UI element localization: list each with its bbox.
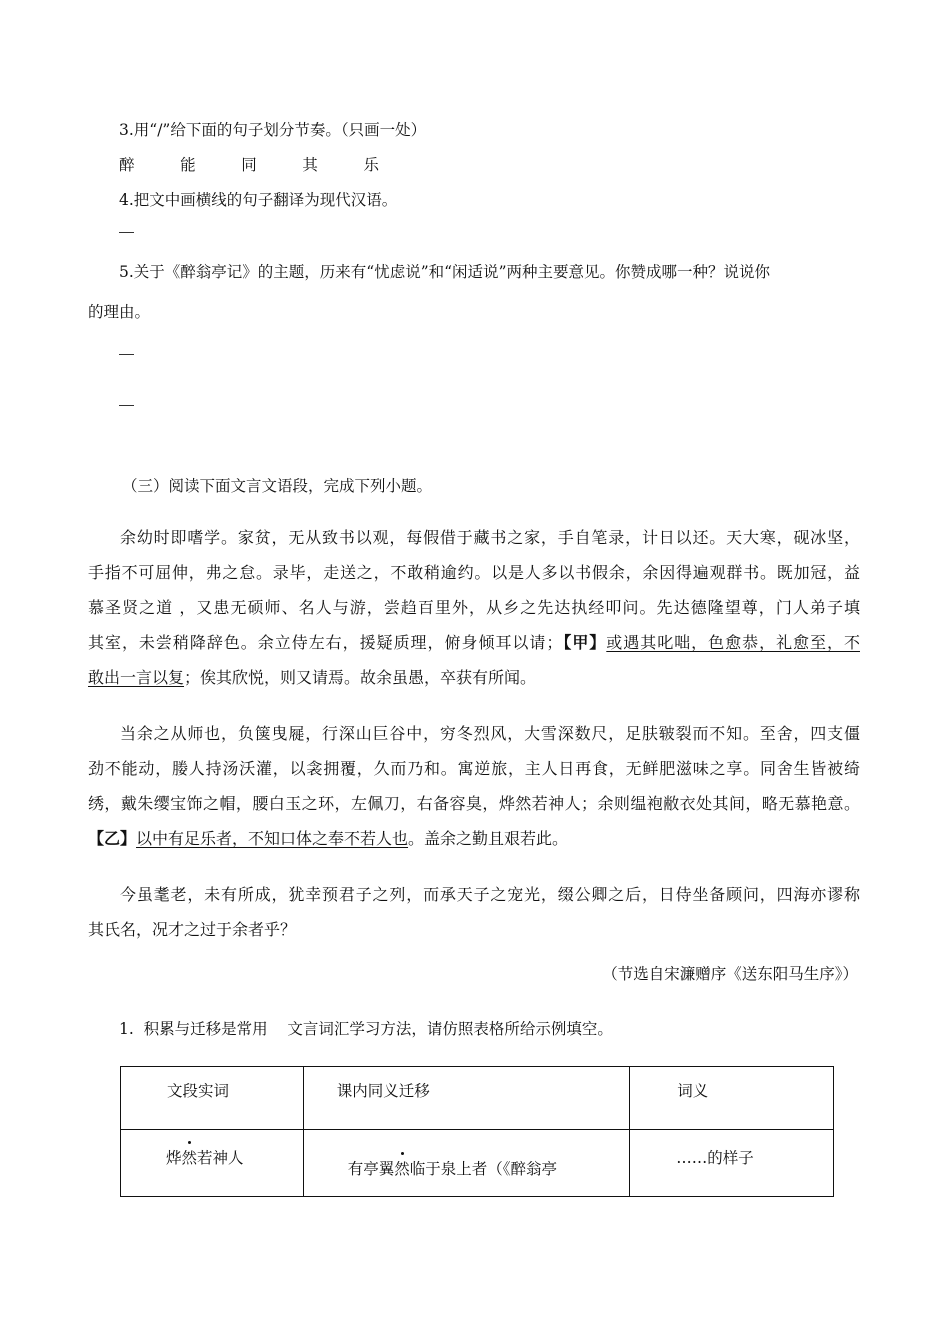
question-5-line2: 的理由。: [88, 303, 151, 321]
answer-line: [119, 405, 134, 406]
word-text: 若神人: [197, 1149, 244, 1167]
passage-line: [88, 821, 860, 856]
vocabulary-table: [120, 1066, 834, 1197]
section-3-title: （三）阅读下面文言文语段，完成下列小题。: [122, 477, 433, 495]
passage-line: 手指不可屈伸，弗之怠。录毕，走送之，不敢稍逾约。以是人多以书假余，余因得遍观群书。既加冠，益: [88, 563, 860, 582]
passage-line: 余幼时即嗜学。家贫，无从致书以观，每假借于藏书之家，手自笔录，计日以还。天大寒，砚冰坚，: [120, 528, 860, 547]
underlined-sentence-jia-end: 敢出一言以复: [88, 668, 185, 687]
passage-line: 慕圣贤之道 ，又患无硕师、名人与游，尝趋百里外，从乡之先达执经叩问。先达德隆望尊，门人弟子填: [88, 598, 860, 617]
passage-paragraph-3: [88, 877, 860, 947]
answer-line: [119, 232, 134, 233]
passage-line: [88, 660, 860, 695]
passage-text: 其室，未尝稍降辞色。余立侍左右，援疑质理，俯身倾耳以请；: [88, 633, 563, 652]
transfer-text: 有亭翼: [347, 1160, 395, 1178]
transfer-cell: [303, 1130, 630, 1197]
passage-line: 劲不能动，媵人持汤沃灌，以衾拥覆，久而乃和。寓逆旅，主人日再食，无鲜肥滋味之享。同舍生皆被绮: [88, 759, 860, 778]
passage-line: 当余之从师也，负箧曳屣，行深山巨谷中，穷冬烈风，大雪深数尺，足肤皲裂而不知。至舍，四支僵: [120, 724, 860, 743]
word-text: 烨: [166, 1149, 182, 1167]
rhythm-char: 其: [302, 156, 318, 174]
passage-line: 绣，戴朱缨宝饰之帽，腰白玉之环，左佩刀，右备容臭，烨然若神人；余则缊袍敝衣处其间，略无慕艳意。: [88, 794, 860, 813]
source-citation: （节选自宋濂赠序《送东阳马生序》）: [602, 965, 858, 983]
passage-paragraph-2: [88, 716, 860, 856]
emphasis-dot-char: 然: [394, 1157, 410, 1179]
passage-line: 其氏名，况才之过于余者乎？: [88, 920, 297, 939]
passage-line: 今虽耄老，未有所成，犹幸预君子之列，而承天子之宠光，缀公卿之后，日侍坐备顾问，四海亦谬称: [120, 885, 860, 904]
marker-yi: 【乙】: [88, 829, 137, 848]
passage-paragraph-1: [88, 520, 860, 695]
table-header-row: [121, 1067, 834, 1130]
header-cell: 课内同义迁移: [303, 1067, 630, 1130]
emphasis-dot-char: 然: [182, 1146, 198, 1168]
passage-line: [88, 625, 860, 660]
rhythm-char: 同: [241, 156, 257, 174]
rhythm-char: 能: [180, 156, 196, 174]
question-4: 4.把文中画横线的句子翻译为现代汉语。: [119, 191, 398, 209]
rhythm-char: 醉: [119, 156, 135, 174]
meaning-cell: ……的样子: [630, 1130, 834, 1197]
question-5-line1: 5.关于《醉翁亭记》的主题，历来有“忧虑说”和“闲适说”两种主要意见。你赞成哪一种？说说你: [119, 263, 770, 281]
underlined-sentence-jia: 或遇其叱咄，色愈恭，礼愈至，不: [606, 633, 860, 652]
underlined-sentence-yi: 以中有足乐者，不知口体之奉不若人也: [136, 829, 409, 848]
marker-jia: 【甲】: [562, 633, 607, 652]
header-cell: 文段实词: [121, 1067, 304, 1130]
question-1: 1. 积累与迁移是常用 文言词汇学习方法，请仿照表格所给示例填空。: [119, 1020, 613, 1038]
transfer-text: 临于泉上者（《醉翁亭: [409, 1160, 558, 1178]
passage-text: ；俟其欣悦，则又请焉。故余虽愚，卒获有所闻。: [184, 668, 537, 687]
header-cell: 词义: [630, 1067, 834, 1130]
answer-line: [119, 354, 134, 355]
rhythm-char: 乐: [363, 156, 379, 174]
word-cell: [121, 1130, 304, 1197]
question-3: 3.用“/”给下面的句子划分节奏。（只画一处）: [119, 121, 427, 139]
passage-text: 。盖余之勤且艰若此。: [408, 829, 569, 848]
table-row: [121, 1130, 834, 1197]
rhythm-sentence: [119, 158, 379, 174]
